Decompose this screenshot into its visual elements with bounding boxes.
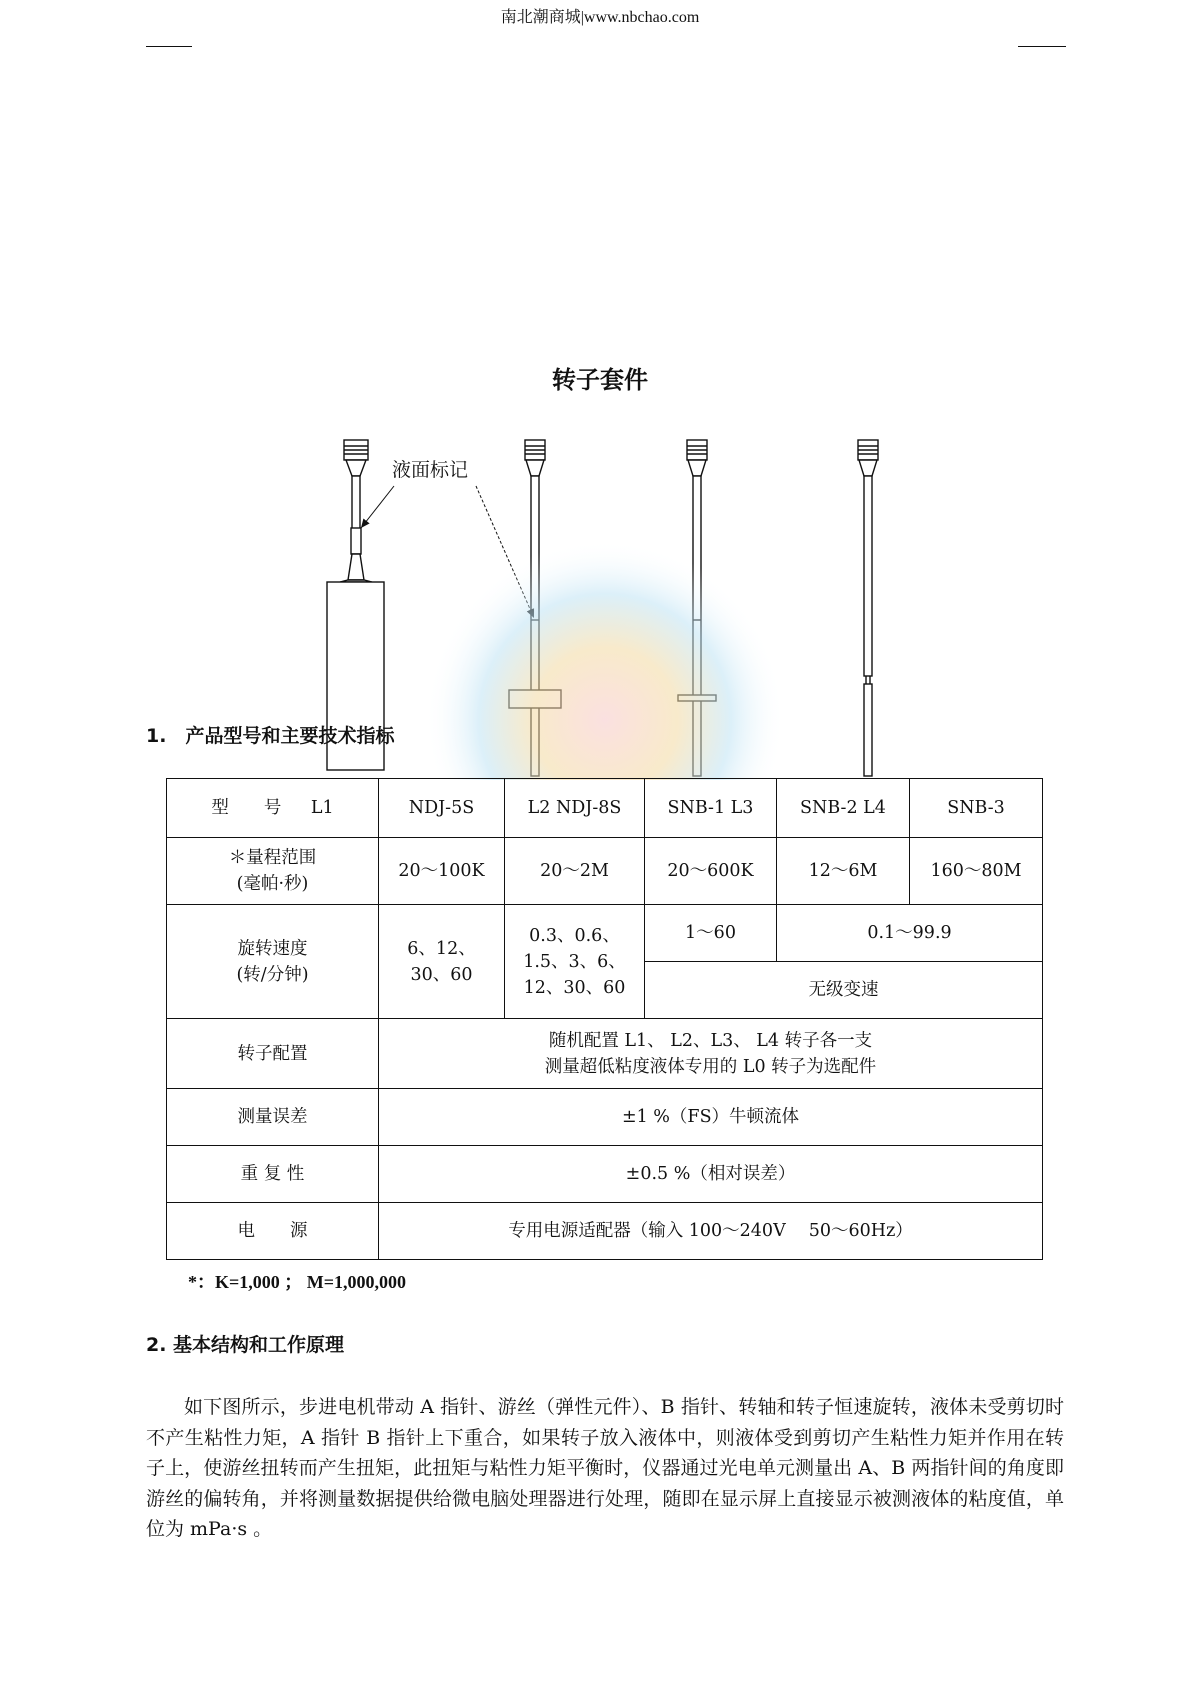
model-cell-snb1 [645, 779, 777, 838]
range-cell-snb2: 12～6M [777, 838, 910, 905]
model-cell-snb2 [777, 779, 910, 838]
model-label-cell [167, 779, 379, 838]
section1-title: 1. 产品型号和主要技术指标 [146, 725, 395, 747]
rotor-config-line1: 随机配置 L1、 L2、L3、 L4 转子各一支 [548, 1030, 873, 1051]
range-cell-snb3: 160～80M [910, 838, 1043, 905]
speed-cell-ndj8s [505, 905, 645, 1019]
range-label-line1: ＊量程范围 [228, 848, 317, 868]
page-header-text: 南北潮商城|www.nbchao.com [500, 9, 700, 26]
speed-stepless-cell: 无级变速 [645, 962, 1043, 1019]
rotor-l4 [858, 440, 878, 776]
model-name-snb2: SNB-2 [800, 798, 858, 818]
rotor-config-value [379, 1019, 1043, 1089]
repeat-value: ±0.5 %（相对误差） [379, 1146, 1043, 1203]
speed-ndj5s-line1: 6、12、 [407, 938, 476, 959]
error-value: ±1 %（FS）牛顿流体 [379, 1089, 1043, 1146]
section2-paragraph: 如下图所示，步进电机带动 A 指针、游丝（弹性元件）、B 指针、转轴和转子恒速旋转，液体未受剪切时不产生粘性力矩，A 指针 B 指针上下重合，如果转子放入液体中，则液体受到剪切产生粘性力矩并作用在转子上，使游丝扭转而产生扭矩，此扭矩与粘性力矩平衡时，仪器通过光电单元测量出 A、B 两指针间的角度即游丝的偏转角，并将测量数据提供给微电脑处理器进行处理，随即在显示屏上直接显示被测液体的粘度值，单位为 mPa·s 。 [146, 1396, 1064, 1541]
model-cell-snb3: SNB-3 [910, 779, 1043, 838]
table-row-model [167, 779, 1043, 838]
power-label: 电 源 [167, 1203, 379, 1260]
model-cell-ndj5s: NDJ-5S [379, 779, 505, 838]
speed-ndj8s-line2: 1.5、3、6、 [523, 951, 626, 972]
speed-ndj8s-line3: 12、30、60 [523, 977, 626, 998]
unit-note: *：K=1,000 ； M=1,000,000 [188, 1272, 407, 1292]
model-name-ndj8s: NDJ-8S [555, 798, 622, 818]
rotor-config-label: 转子配置 [167, 1019, 379, 1089]
model-cell-ndj8s [505, 779, 645, 838]
rotor-label-l3: L3 [730, 798, 754, 818]
table-row-rotor-config [167, 1019, 1043, 1089]
spec-table [166, 778, 1043, 1260]
speed-ndj5s-line2: 30、60 [410, 964, 473, 985]
table-row-power [167, 1203, 1043, 1260]
speed-ndj8s-line1: 0.3、0.6、 [529, 925, 620, 946]
speed-cell-ndj5s [379, 905, 505, 1019]
rotor-label-l1: L1 [310, 798, 334, 818]
table-row-speed-a [167, 905, 1043, 962]
error-label: 测量误差 [167, 1089, 379, 1146]
repeat-label: 重 复 性 [167, 1146, 379, 1203]
speed-label-line1: 旋转速度 [237, 938, 308, 959]
power-value: 专用电源适配器（输入 100～240V 50～60Hz） [379, 1203, 1043, 1260]
rotor-label-l4: L4 [863, 798, 886, 818]
table-row-repeat [167, 1146, 1043, 1203]
page-title: 转子套件 [552, 366, 648, 394]
model-label: 型 号 [211, 798, 282, 818]
table-row-range [167, 838, 1043, 905]
range-cell-snb1: 20～600K [645, 838, 777, 905]
header-rule-right [1018, 46, 1066, 47]
range-label-line2: (毫帕·秒) [236, 874, 309, 894]
range-label-cell [167, 838, 379, 905]
watermark [425, 540, 785, 780]
liquid-level-mark-label: 液面标记 [392, 459, 469, 481]
model-name-snb1: SNB-1 [667, 798, 726, 818]
range-cell-ndj5s: 20～100K [379, 838, 505, 905]
section2-title: 2. 基本结构和工作原理 [146, 1334, 345, 1356]
speed-label-line2: (转/分钟) [236, 964, 309, 985]
range-cell-ndj8s: 20～2M [505, 838, 645, 905]
rotor-label-l2: L2 [527, 798, 551, 818]
speed-label-cell [167, 905, 379, 1019]
table-row-error [167, 1089, 1043, 1146]
header-rule-left [146, 46, 192, 47]
rotor-config-line2: 测量超低粘度液体专用的 L0 转子为选配件 [544, 1056, 877, 1077]
leader-line-l1 [361, 486, 394, 528]
speed-cell-snb1: 1～60 [645, 905, 777, 962]
speed-cell-snb23: 0.1～99.9 [777, 905, 1043, 962]
